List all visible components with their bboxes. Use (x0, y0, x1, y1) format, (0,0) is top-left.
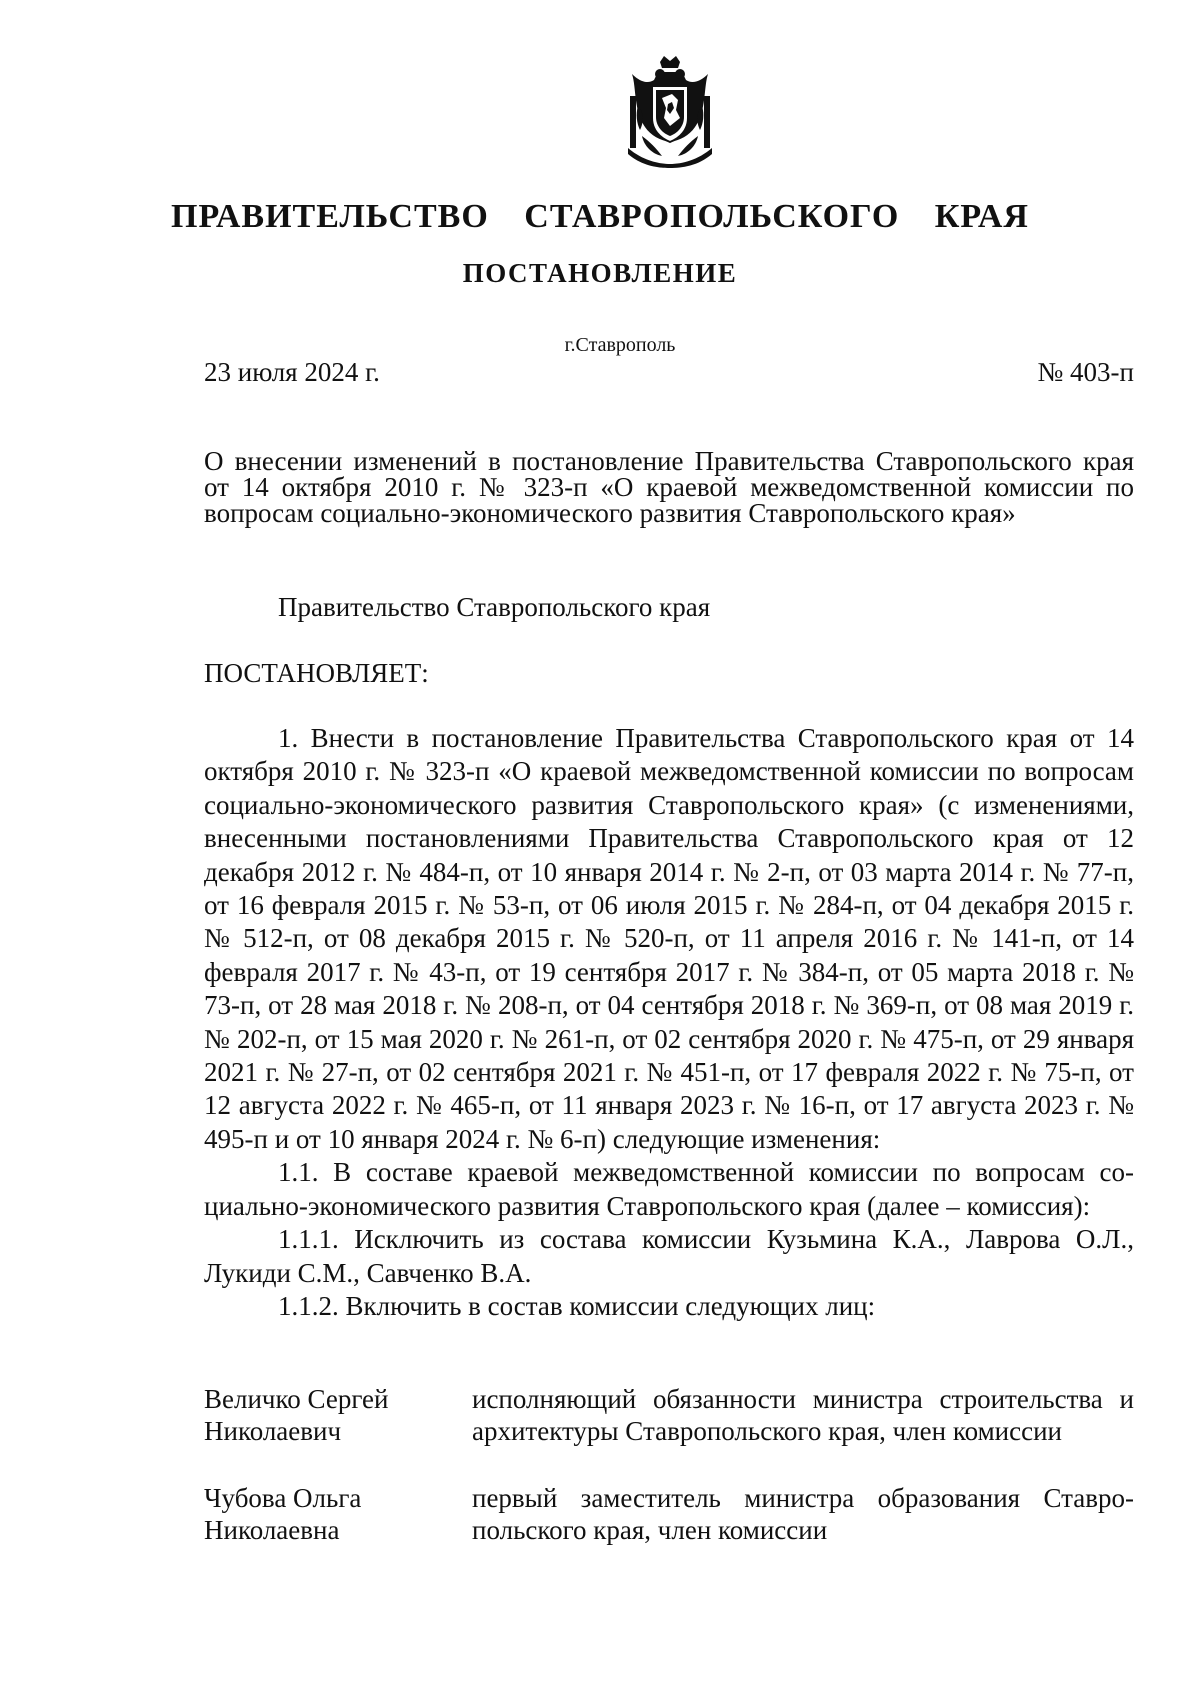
member-name-line: Величко Сергей (204, 1384, 389, 1414)
member-role: первый заместитель министра образования Ставропольского края, член комиссии (472, 1483, 1134, 1545)
member-name (204, 1482, 472, 1546)
document-city: г.Ставрополь (564, 334, 676, 356)
member-entry (204, 1383, 1134, 1447)
resolves-heading: ПОСТАНОВЛЯЕТ: (204, 658, 429, 688)
paragraph-1-1: 1.1. В составе краевой межведомственной комиссии по вопросам социально-экономического развития Ставропольского края (далее – комиссия): (204, 1157, 1134, 1221)
preamble: Правительство Ставропольского края (278, 592, 711, 622)
member-name-line: Николаевич (204, 1416, 342, 1446)
document-body (204, 722, 1134, 1323)
paragraph-1: 1. Внести в постановление Правительства Ставропольского края от 14 октября 2010 г. № 323-п «О краевой межведомственной комиссии по вопросам социально-экономического развития Ставропольского края» (с изменениями, внесенными постановлениями Правительства Ставропольского края от 12 декабря 2012 г. № 484-п, от 10 января 2014 г. № 2-п, от 03 марта 2014 г. № 77-п, от 16 февраля 2015 г. № 53-п, от 06 июля 2015 г. № 284-п, от 04 декабря 2015 г. № 512-п, от 08 декабря 2015 г. № 520-п, от 11 апреля 2016 г. № 141-п, от 14 февраля 2017 г. № 43-п, от 19 сентября 2017 г. № 384-п, от 05 марта 2018 г. № 73-п, от 28 мая 2018 г. № 208-п, от 04 сентября 2018 г. № 369-п, от 08 мая 2019 г. № 202-п, от 15 мая 2020 г. № 261-п, от 02 сентября 2020 г. № 475-п, от 29 января 2021 г. № 27-п, от 02 сентября 2021 г. № 451-п, от 17 февраля 2022 г. № 75-п, от 12 августа 2022 г. № 465-п, от 11 января 2023 г. № 16-п, от 17 августа 2023 г. № 495-п и от 10 января 2024 г. № 6-п) следующие изменения: (204, 723, 1134, 1154)
member-role: исполняющий обязанности министра строительства и архитектуры Ставропольского края, член комиссии (472, 1384, 1134, 1446)
member-name-line: Николаевна (204, 1515, 340, 1545)
paragraph-1-1-1: 1.1.1. Исключить из состава комиссии Кузьмина К.А., Лаврова О.Л., Лукиди С.М., Савченко В.А. (204, 1224, 1134, 1288)
document-subject: О внесении изменений в постановление Правительства Ставропольского края от 14 октября 2010 г. № 323-п «О краевой межведомственной комиссии по вопросам социально-экономического развития Ставропольского края» (204, 446, 1134, 528)
coat-of-arms-icon (622, 56, 718, 168)
government-title: ПРАВИТЕЛЬСТВО СТАВРОПОЛЬСКОГО КРАЯ (171, 198, 1029, 235)
member-name-line: Чубова Ольга (204, 1483, 362, 1513)
document-type: ПОСТАНОВЛЕНИЕ (462, 258, 738, 288)
paragraph-1-1-2: 1.1.2. Включить в состав комиссии следующих лиц: (278, 1290, 876, 1321)
document-number: № 403-п (1037, 357, 1134, 387)
member-name (204, 1383, 472, 1447)
member-entry (204, 1482, 1134, 1546)
members-list (204, 1383, 1134, 1581)
document-date: 23 июля 2024 г. (204, 357, 380, 387)
